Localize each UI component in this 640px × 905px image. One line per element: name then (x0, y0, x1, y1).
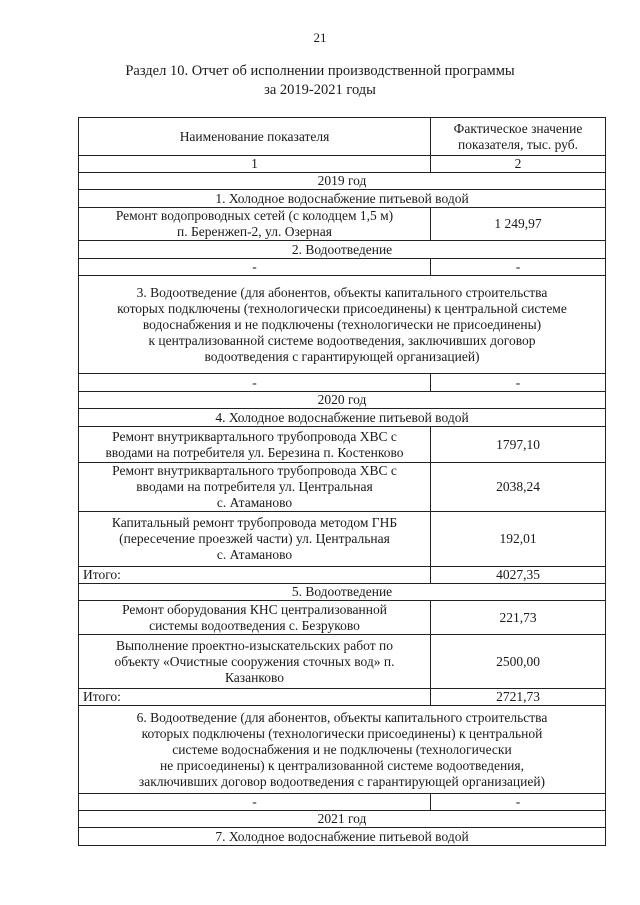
empty-value: - (431, 374, 606, 392)
year-2019: 2019 год (79, 173, 606, 190)
report-title (0, 62, 640, 100)
item-name (79, 512, 431, 567)
item-line: с. Атаманово (216, 547, 293, 562)
item-name (79, 601, 431, 635)
item-name (79, 463, 431, 512)
item-line: Капитальный ремонт трубопровода методом ГНБ (111, 515, 398, 530)
item-name (79, 208, 431, 241)
title-line-2: за 2019-2021 годы (264, 82, 376, 98)
section-7-title: 7. Холодное водоснабжение питьевой водой (79, 828, 606, 846)
item-line: Казанково (224, 669, 285, 685)
empty-name: - (79, 259, 431, 276)
item-line: Ремонт водопроводных сетей (с колодцем 1,5 м) (115, 208, 394, 223)
item-name (79, 427, 431, 463)
section-row (79, 276, 606, 374)
table-row (79, 635, 606, 689)
item-line: п. Беренжеп-2, ул. Озерная (177, 224, 332, 239)
section-line: 3. Водоотведение (для абонентов, объекты капитального строительства (136, 284, 548, 300)
item-line: вводами на потребителя ул. Центральная (136, 479, 373, 494)
item-line: Ремонт внутриквартального трубопровода ХВС с (112, 428, 397, 444)
item-value: 1797,10 (431, 427, 606, 463)
section-line: водоснабжения и не подключены (технологически не присоединены) (142, 316, 542, 332)
section-line: к централизованной системе водоотведения, заключивших договор (148, 332, 536, 348)
item-value: 2500,00 (431, 635, 606, 689)
item-value: 1 249,97 (431, 208, 606, 241)
empty-value: - (431, 794, 606, 811)
section-line: 6. Водоотведение (для абонентов, объекты капитального строительства (136, 709, 548, 725)
item-line: Выполнение проектно-изыскательских работ по (115, 637, 393, 653)
item-line: объекту «Очистные сооружения сточных вод» п. (114, 653, 395, 669)
item-line: вводами на потребителя ул. Березина п. Костенково (105, 444, 404, 460)
section-line: которых подключены (технологически присоединены) к центральной системе (117, 300, 567, 316)
empty-value: - (431, 259, 606, 276)
column-number-1: 1 (79, 156, 431, 173)
table-row (79, 512, 606, 567)
total-value: 2721,73 (431, 689, 606, 706)
page-number: 21 (313, 30, 327, 45)
section-row (79, 241, 606, 259)
section-5-title: 5. Водоотведение (79, 584, 606, 601)
section-line: водоотведения с гарантирующей организацией) (204, 348, 480, 364)
header-col2-line1: Фактическое значение (453, 120, 583, 136)
item-value: 192,01 (431, 512, 606, 567)
section-row (79, 190, 606, 208)
section-2-title: 2. Водоотведение (79, 241, 606, 259)
year-row-2020 (79, 392, 606, 409)
item-value: 221,73 (431, 601, 606, 635)
item-name (79, 635, 431, 689)
section-line: которых подключены (технологически присоединены) к центральной (141, 725, 543, 741)
table-row (79, 427, 606, 463)
table-row (79, 794, 606, 811)
header-col2 (431, 118, 606, 156)
item-line: (пересечение проезжей части) ул. Центральная (119, 531, 390, 546)
section-row (79, 706, 606, 794)
section-row (79, 828, 606, 846)
section-4-title: 4. Холодное водоснабжение питьевой водой (79, 409, 606, 427)
item-line: Ремонт оборудования КНС централизованной (122, 601, 387, 617)
report-table (78, 117, 606, 846)
item-line: с. Атаманово (216, 495, 293, 510)
section-line: не присоединены) к централизованной системе водоотведения, (160, 757, 524, 773)
table-row (79, 208, 606, 241)
section-line: заключивших договор водоотведения с гарантирующей организацией) (138, 773, 546, 789)
header-col1: Наименование показателя (79, 118, 431, 156)
total-row (79, 567, 606, 584)
column-number-row (79, 156, 606, 173)
year-2021: 2021 год (79, 811, 606, 828)
column-number-2: 2 (431, 156, 606, 173)
year-row-2019 (79, 173, 606, 190)
year-2020: 2020 год (79, 392, 606, 409)
total-label: Итого: (79, 689, 431, 706)
table-row (79, 463, 606, 512)
year-row-2021 (79, 811, 606, 828)
section-line: системе водоснабжения и не подключены (технологически (172, 741, 512, 757)
empty-name: - (79, 794, 431, 811)
section-1-title: 1. Холодное водоснабжение питьевой водой (79, 190, 606, 208)
table-row (79, 259, 606, 276)
total-label: Итого: (79, 567, 431, 584)
empty-name: - (79, 374, 431, 392)
header-col2-line2: показателя, тыс. руб. (458, 136, 578, 152)
total-row (79, 689, 606, 706)
section-3-title (79, 276, 606, 374)
item-value: 2038,24 (431, 463, 606, 512)
header-row (79, 118, 606, 156)
title-line-1: Раздел 10. Отчет об исполнении производственной программы (125, 63, 515, 79)
item-line: Ремонт внутриквартального трубопровода ХВС с (112, 463, 397, 478)
item-line: системы водоотведения с. Безруково (149, 617, 360, 633)
table-row (79, 374, 606, 392)
table-row (79, 601, 606, 635)
section-row (79, 409, 606, 427)
section-6-title (79, 706, 606, 794)
total-value: 4027,35 (431, 567, 606, 584)
section-row (79, 584, 606, 601)
